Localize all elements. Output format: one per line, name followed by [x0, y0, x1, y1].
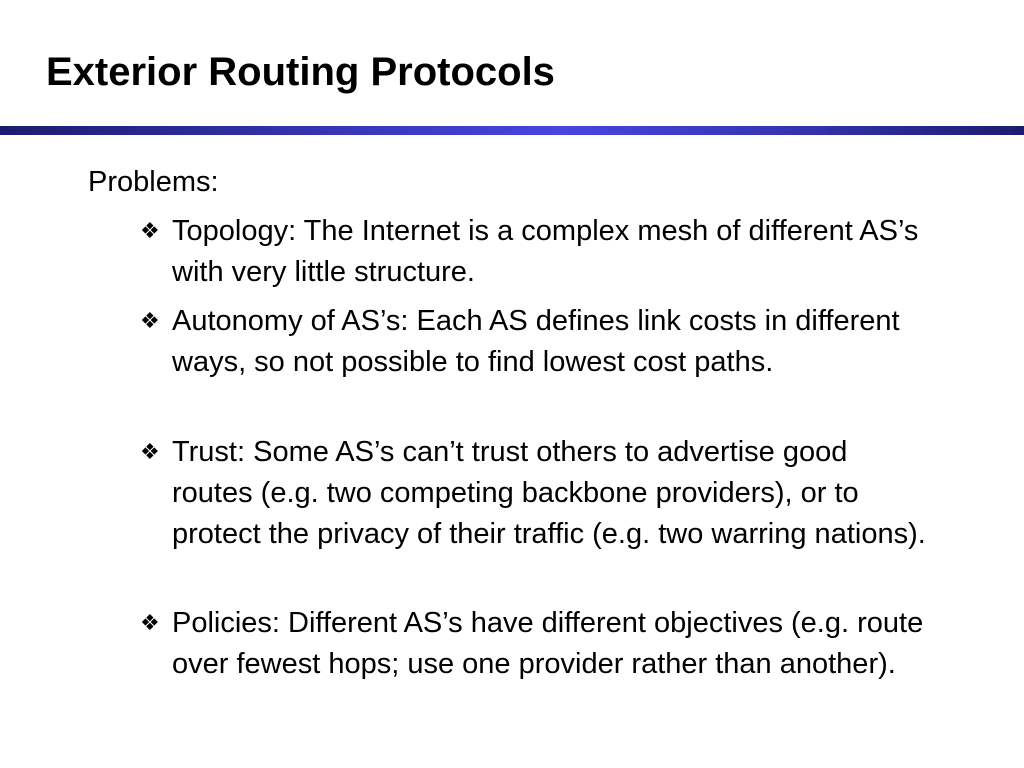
bullet-text: Policies: Different AS’s have different objectives (e.g. route over fewest hops; use one provider rather than another). [172, 607, 924, 680]
diamond-bullet-icon: ❖ [140, 440, 160, 465]
bullet-text: Autonomy of AS’s: Each AS defines link costs in different ways, so not possible to find lowest cost paths. [172, 305, 900, 378]
bullet-text: Topology: The Internet is a complex mesh of different AS’s with very little structure. [172, 215, 919, 288]
slide-title: Exterior Routing Protocols [46, 50, 555, 94]
diamond-bullet-icon: ❖ [140, 611, 160, 636]
diamond-bullet-icon: ❖ [140, 219, 160, 244]
bullet-text: Trust: Some AS’s can’t trust others to advertise good routes (e.g. two competing backbone providers), or to protect the privacy of their traffic (e.g. two warring nations). [172, 436, 926, 550]
title-divider [0, 126, 1024, 135]
diamond-bullet-icon: ❖ [140, 309, 160, 334]
problems-heading: Problems: [88, 166, 219, 198]
